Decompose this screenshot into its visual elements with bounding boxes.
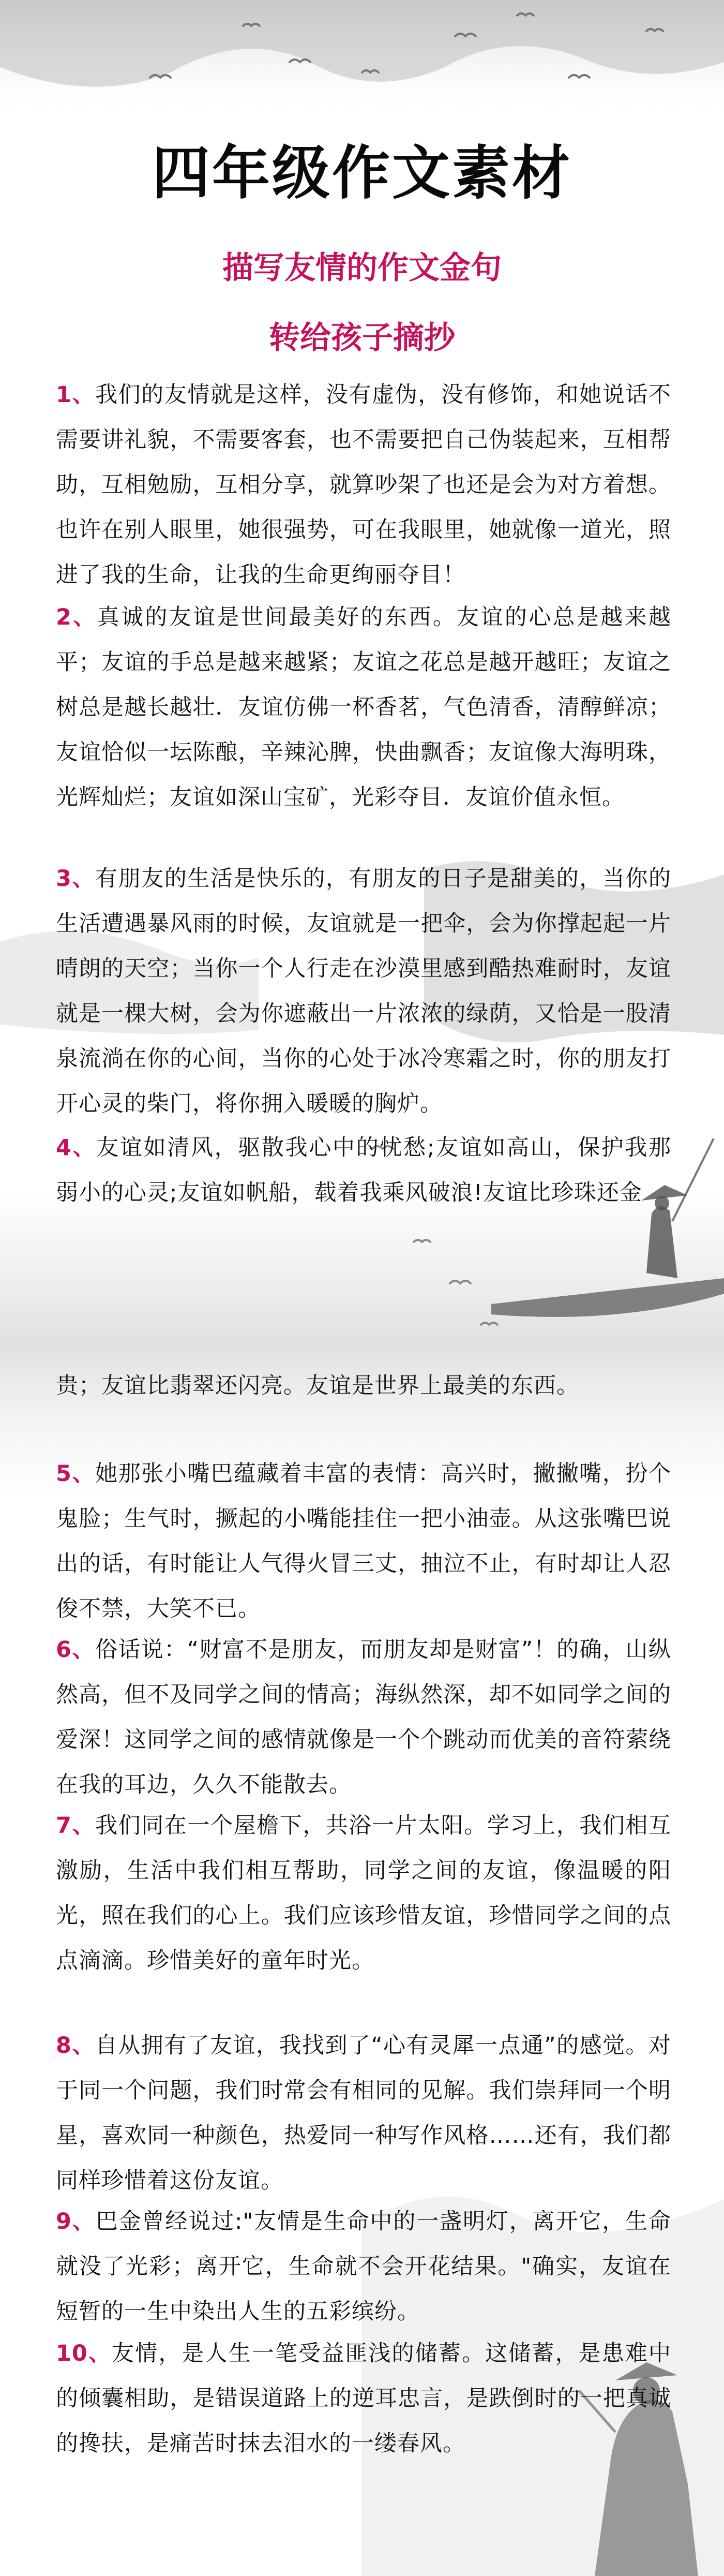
item-text: 自从拥有了友谊，我找到了“心有灵犀一点通”的感觉。对于同一个问题，我们时常会有相同的见解。我们崇拜同一个明星，喜欢同一种颜色，热爱同一种写作风格……还有，我们都同样珍惜着这份友谊。 [56, 2033, 672, 2194]
item-number: 5、 [56, 1461, 96, 1487]
subtitle: 描写友情的作文金句 [222, 250, 502, 286]
item-number: 9、 [56, 2209, 96, 2234]
top-mountain-icon [0, 0, 724, 119]
list-item [56, 2199, 671, 2334]
list-item [56, 2331, 671, 2466]
item-text: 友谊如清风，驱散我心中的忧愁;友谊如高山，保护我那弱小的心灵;友谊如帆船，载着我乘风破浪!友谊比珍珠还金 [56, 1135, 671, 1206]
list-item-continuation [56, 1364, 671, 1409]
list-item [56, 1452, 671, 1632]
item-text: 我们同在一个屋檐下，共浴一片太阳。学习上，我们相互激励，生活中我们相互帮助，同学之间的友谊，像温暖的阳光，照在我们的心上。我们应该珍惜友谊，珍惜同学之间的点点滴滴。珍惜美好的童年时光。 [56, 1813, 672, 1974]
item-text: 友情，是人生一笔受益匪浅的储蓄。这储蓄，是患难中的倾囊相助，是错误道路上的逆耳忠言，是跌倒时的一把真诚的搀扶，是痛苦时抹去泪水的一缕春风。 [56, 2341, 671, 2456]
item-number: 6、 [56, 1637, 95, 1663]
item-number: 1、 [56, 382, 96, 408]
item-text: 她那张小嘴巴蕴藏着丰富的表情：高兴时，撇撇嘴，扮个鬼脸；生气时，撅起的小嘴能挂住一把小油壶。从这张嘴巴说出的话，有时能让人气得火冒三丈，抽泣不止，有时却让人忍俊不禁，大笑不已。 [56, 1461, 672, 1622]
list-item [56, 856, 671, 1127]
item-text: 有朋友的生活是快乐的，有朋友的日子是甜美的，当你的生活遭遇暴风雨的时候，友谊就是一把伞，会为你撑起起一片晴朗的天空；当你一个人行走在沙漠里感到酷热难耐时，友谊就是一棵大树，会为你遮蔽出一片浓浓的绿荫，又恰是一股清泉流淌在你的心间，当你的心处于冰冷寒霜之时，你的朋友打开心灵的柴门，将你拥入暖暖的胸炉。 [56, 866, 672, 1117]
item-text: 我们的友情就是这样，没有虚伪，没有修饰，和她说话不需要讲礼貌，不需要客套，也不需要把自己伪装起来，互相帮助，互相勉励，互相分享，就算吵架了也还是会为对方着想。也许在别人眼里，她很强势，可在我眼里，她就像一道光，照进了我的生命，让我的生命更绚丽夺目！ [56, 382, 672, 588]
item-text: 贵；友谊比翡翠还闪亮。友谊是世界上最美的东西。 [56, 1373, 579, 1399]
list-item [56, 1627, 671, 1808]
item-number: 3、 [56, 866, 96, 892]
list-item [56, 1126, 671, 1216]
item-number: 8、 [56, 2033, 95, 2059]
item-number: 4、 [56, 1135, 97, 1161]
list-item [56, 2023, 671, 2203]
list-item [56, 373, 671, 598]
item-text: 俗话说：“财富不是朋友，而朋友却是财富”！的确，山纵然高，但不及同学之间的情高；海纵然深，却不如同学之间的爱深！这同学之间的感情就像是一个个跳动而优美的音符萦绕在我的耳边，久久不能散去。 [56, 1637, 672, 1798]
item-text: 巴金曾经说过:"友情是生命中的一盏明灯，离开它，生命就没了光彩；离开它，生命就不会开花结果。"确实，友谊在短暂的一生中染出人生的五彩缤纷。 [56, 2209, 672, 2325]
subtitle: 转给孩子摘抄 [269, 320, 455, 356]
item-number: 7、 [56, 1813, 96, 1839]
item-number: 2、 [56, 604, 97, 630]
list-item [56, 1803, 671, 1983]
list-item [56, 595, 671, 820]
item-text: 真诚的友谊是世间最美好的东西。友谊的心总是越来越平；友谊的手总是越来越紧；友谊之花总是越开越旺；友谊之树总是越长越壮．友谊仿佛一杯香茗，气色清香，清醇鲜凉；友谊恰似一坛陈酿，辛辣沁脾，快曲飘香；友谊像大海明珠，光辉灿烂；友谊如深山宝矿，光彩夺目．友谊价值永恒。 [56, 604, 672, 810]
page-title: 四年级作文素材 [152, 140, 572, 207]
item-number: 10、 [56, 2341, 112, 2366]
